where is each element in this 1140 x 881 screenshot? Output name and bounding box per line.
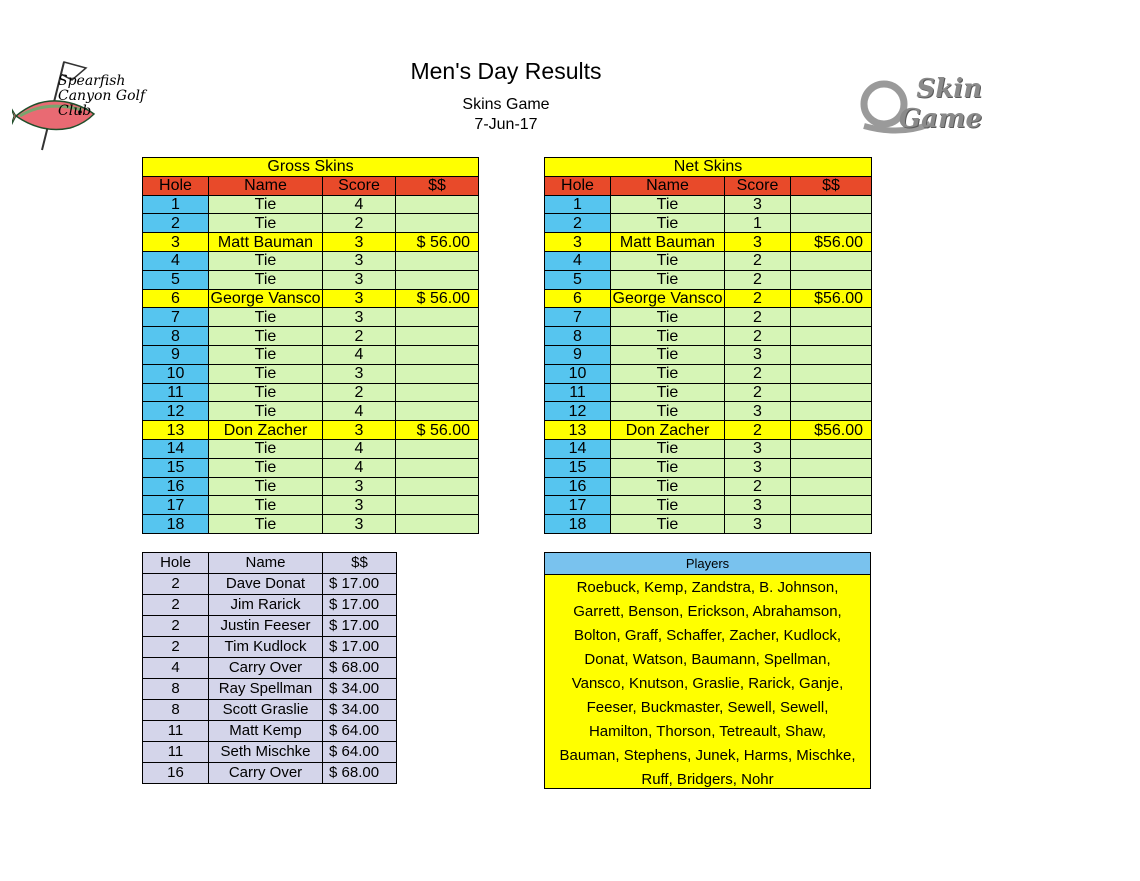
col-money: $$ — [396, 176, 479, 195]
table-row — [545, 364, 872, 383]
hole-cell: 8 — [143, 679, 209, 700]
money-cell — [791, 345, 872, 364]
money-cell — [791, 383, 872, 402]
score-cell: 4 — [323, 345, 396, 364]
hole-cell: 2 — [143, 637, 209, 658]
hole-cell: 6 — [143, 289, 209, 308]
money-cell: $ 56.00 — [396, 233, 479, 252]
hole-cell: 14 — [143, 439, 209, 458]
money-cell — [396, 515, 479, 534]
score-cell: 3 — [725, 496, 791, 515]
money-cell: $ 17.00 — [323, 616, 397, 637]
table-row — [143, 595, 397, 616]
table-row — [143, 308, 479, 327]
table-row — [545, 402, 872, 421]
hole-cell: 11 — [545, 383, 611, 402]
table-row — [143, 700, 397, 721]
hole-cell: 3 — [143, 233, 209, 252]
table-row — [143, 270, 479, 289]
money-cell — [396, 402, 479, 421]
name-cell: Carry Over — [209, 763, 323, 784]
name-cell: Tie — [209, 496, 323, 515]
gross-skins-table — [142, 157, 479, 534]
players-list — [545, 575, 870, 792]
table-row — [143, 616, 397, 637]
money-cell — [396, 439, 479, 458]
score-cell: 3 — [323, 270, 396, 289]
hole-cell: 4 — [143, 658, 209, 679]
money-cell — [791, 270, 872, 289]
hole-cell: 2 — [143, 214, 209, 233]
money-cell — [791, 496, 872, 515]
hole-cell: 2 — [143, 574, 209, 595]
hole-cell: 1 — [143, 195, 209, 214]
name-cell: Tie — [611, 477, 725, 496]
players-line: Bolton, Graff, Schaffer, Zacher, Kudlock, — [573, 627, 842, 644]
score-cell: 2 — [323, 383, 396, 402]
hole-cell: 1 — [545, 195, 611, 214]
name-cell: Tie — [611, 327, 725, 346]
score-cell: 3 — [323, 364, 396, 383]
money-cell — [791, 515, 872, 534]
hole-cell: 11 — [143, 383, 209, 402]
name-cell: Matt Bauman — [611, 233, 725, 252]
score-cell: 2 — [725, 327, 791, 346]
table-row — [545, 289, 872, 308]
score-cell: 2 — [725, 289, 791, 308]
score-cell: 4 — [323, 458, 396, 477]
money-cell — [396, 214, 479, 233]
score-cell: 3 — [323, 289, 396, 308]
money-cell: $56.00 — [791, 233, 872, 252]
score-cell: 3 — [323, 421, 396, 440]
col-money: $$ — [791, 176, 872, 195]
money-cell: $ 56.00 — [396, 421, 479, 440]
table-row — [143, 496, 479, 515]
table-row — [143, 763, 397, 784]
players-line: Roebuck, Kemp, Zandstra, B. Johnson, — [576, 579, 839, 596]
name-cell: George Vansco — [612, 289, 723, 307]
name-cell: Tie — [611, 270, 725, 289]
score-cell: 4 — [323, 195, 396, 214]
name-cell: Tie — [209, 439, 323, 458]
score-cell: 2 — [725, 270, 791, 289]
name-cell: Scott Graslie — [209, 700, 323, 721]
hole-cell: 13 — [545, 421, 611, 440]
table-row — [545, 515, 872, 534]
hole-cell: 8 — [545, 327, 611, 346]
score-cell: 3 — [725, 233, 791, 252]
money-cell: $ 64.00 — [323, 742, 397, 763]
gross-skins-title: Gross Skins — [143, 158, 479, 177]
table-row — [545, 195, 872, 214]
table-row — [545, 270, 872, 289]
table-row — [143, 658, 397, 679]
score-cell: 3 — [725, 195, 791, 214]
score-cell: 1 — [725, 214, 791, 233]
payouts-table — [142, 552, 397, 784]
name-cell: Justin Feeser — [209, 616, 323, 637]
money-cell: $ 68.00 — [323, 658, 397, 679]
name-cell: Tie — [209, 345, 323, 364]
score-cell: 3 — [725, 345, 791, 364]
hole-cell: 10 — [545, 364, 611, 383]
money-cell: $56.00 — [791, 289, 872, 308]
table-row — [143, 364, 479, 383]
name-cell: Don Zacher — [611, 421, 725, 440]
hole-cell: 6 — [545, 289, 611, 308]
players-line: Bauman, Stephens, Junek, Harms, Mischke, — [559, 747, 856, 764]
hole-cell: 9 — [545, 345, 611, 364]
score-cell: 3 — [323, 477, 396, 496]
money-cell: $56.00 — [791, 421, 872, 440]
score-cell: 2 — [725, 421, 791, 440]
skin-game-logo-text: Skin Game — [898, 74, 982, 134]
money-cell — [396, 270, 479, 289]
hole-cell: 9 — [143, 345, 209, 364]
money-cell — [791, 458, 872, 477]
score-cell: 3 — [323, 308, 396, 327]
table-row — [545, 439, 872, 458]
money-cell — [396, 195, 479, 214]
money-cell — [791, 214, 872, 233]
money-cell: $ 17.00 — [323, 574, 397, 595]
name-cell: Tie — [209, 477, 323, 496]
net-skins-table — [544, 157, 872, 534]
money-cell: $ 56.00 — [396, 289, 479, 308]
col-name: Name — [209, 176, 323, 195]
hole-cell: 5 — [545, 270, 611, 289]
players-line: Hamilton, Thorson, Tetreault, Shaw, — [588, 723, 827, 740]
name-cell: Tie — [209, 364, 323, 383]
hole-cell: 10 — [143, 364, 209, 383]
hole-cell: 7 — [545, 308, 611, 327]
money-cell — [396, 383, 479, 402]
name-cell: Tie — [611, 402, 725, 421]
money-cell — [396, 477, 479, 496]
money-cell — [791, 195, 872, 214]
table-row — [143, 439, 479, 458]
name-cell: Tie — [209, 402, 323, 421]
name-cell: Jim Rarick — [209, 595, 323, 616]
table-row — [143, 289, 479, 308]
game-type: Skins Game — [462, 96, 550, 113]
hole-cell: 18 — [143, 515, 209, 534]
table-row — [545, 308, 872, 327]
name-cell: George Vansco — [210, 289, 321, 307]
name-cell: Tie — [611, 214, 725, 233]
score-cell: 3 — [725, 402, 791, 421]
hole-cell: 12 — [143, 402, 209, 421]
hole-cell: 7 — [143, 308, 209, 327]
name-cell: Tie — [209, 214, 323, 233]
hole-cell: 2 — [545, 214, 611, 233]
name-cell: Tie — [611, 251, 725, 270]
name-cell: Tie — [209, 458, 323, 477]
col-name: Name — [209, 553, 323, 574]
hole-cell: 16 — [143, 477, 209, 496]
hole-cell: 16 — [545, 477, 611, 496]
name-cell: Don Zacher — [209, 421, 323, 440]
players-line: Donat, Watson, Baumann, Spellman, — [584, 651, 831, 668]
score-cell: 3 — [725, 439, 791, 458]
money-cell — [396, 251, 479, 270]
score-cell: 3 — [725, 458, 791, 477]
money-cell — [791, 308, 872, 327]
table-row — [545, 421, 872, 440]
score-cell: 2 — [725, 383, 791, 402]
players-line: Garrett, Benson, Erickson, Abrahamson, — [573, 603, 842, 620]
hole-cell: 17 — [545, 496, 611, 515]
table-row — [143, 327, 479, 346]
table-row — [545, 383, 872, 402]
players-box — [544, 552, 871, 789]
money-cell — [396, 458, 479, 477]
name-cell: Tie — [209, 270, 323, 289]
table-row — [545, 345, 872, 364]
table-row — [545, 458, 872, 477]
col-hole: Hole — [143, 553, 209, 574]
name-cell: Tie — [209, 195, 323, 214]
score-cell: 2 — [725, 308, 791, 327]
money-cell — [791, 364, 872, 383]
score-cell: 2 — [725, 251, 791, 270]
name-cell: Dave Donat — [209, 574, 323, 595]
players-line: Vansco, Knutson, Graslie, Rarick, Ganje, — [571, 675, 844, 692]
table-row — [143, 477, 479, 496]
table-row — [545, 327, 872, 346]
table-row — [143, 214, 479, 233]
hole-cell: 11 — [143, 742, 209, 763]
name-cell: Tie — [611, 439, 725, 458]
name-cell: Tie — [209, 383, 323, 402]
hole-cell: 11 — [143, 721, 209, 742]
score-cell: 3 — [323, 251, 396, 270]
money-cell — [396, 345, 479, 364]
name-cell: Tie — [209, 515, 323, 534]
money-cell — [396, 496, 479, 515]
name-cell: Tie — [209, 308, 323, 327]
table-row — [143, 402, 479, 421]
name-cell: Ray Spellman — [209, 679, 323, 700]
score-cell: 2 — [323, 214, 396, 233]
name-cell: Tie — [611, 458, 725, 477]
money-cell: $ 17.00 — [323, 637, 397, 658]
hole-cell: 2 — [143, 595, 209, 616]
net-skins-title: Net Skins — [545, 158, 872, 177]
money-cell — [791, 402, 872, 421]
col-score: Score — [725, 176, 791, 195]
table-row — [143, 383, 479, 402]
table-row — [545, 214, 872, 233]
table-row — [143, 574, 397, 595]
hole-cell: 14 — [545, 439, 611, 458]
table-row — [545, 233, 872, 252]
col-money: $$ — [323, 553, 397, 574]
col-hole: Hole — [143, 176, 209, 195]
hole-cell: 4 — [545, 251, 611, 270]
hole-cell: 3 — [545, 233, 611, 252]
hole-cell: 15 — [545, 458, 611, 477]
table-row — [545, 496, 872, 515]
hole-cell: 13 — [143, 421, 209, 440]
score-cell: 3 — [323, 233, 396, 252]
name-cell: Tie — [611, 308, 725, 327]
score-cell: 2 — [725, 477, 791, 496]
money-cell — [396, 364, 479, 383]
hole-cell: 5 — [143, 270, 209, 289]
money-cell: $ 68.00 — [323, 763, 397, 784]
score-cell: 2 — [323, 327, 396, 346]
hole-cell: 18 — [545, 515, 611, 534]
game-date: 7-Jun-17 — [474, 116, 538, 133]
money-cell — [791, 327, 872, 346]
money-cell — [396, 327, 479, 346]
name-cell: Carry Over — [209, 658, 323, 679]
page-title: Men's Day Results — [410, 58, 602, 84]
hole-cell: 16 — [143, 763, 209, 784]
hole-cell: 8 — [143, 327, 209, 346]
name-cell: Tie — [611, 364, 725, 383]
score-cell: 4 — [323, 439, 396, 458]
score-cell: 3 — [725, 515, 791, 534]
table-row — [143, 637, 397, 658]
col-name: Name — [611, 176, 725, 195]
name-cell: Tim Kudlock — [209, 637, 323, 658]
table-row — [143, 195, 479, 214]
hole-cell: 4 — [143, 251, 209, 270]
table-row — [143, 721, 397, 742]
name-cell: Seth Mischke — [209, 742, 323, 763]
name-cell: Matt Kemp — [209, 721, 323, 742]
score-cell: 3 — [323, 496, 396, 515]
table-row — [143, 679, 397, 700]
money-cell: $ 34.00 — [323, 679, 397, 700]
money-cell — [791, 477, 872, 496]
name-cell: Matt Bauman — [209, 233, 323, 252]
table-row — [143, 251, 479, 270]
players-title: Players — [545, 553, 870, 575]
money-cell: $ 64.00 — [323, 721, 397, 742]
table-row — [143, 345, 479, 364]
name-cell: Tie — [611, 496, 725, 515]
money-cell — [396, 308, 479, 327]
name-cell: Tie — [611, 383, 725, 402]
name-cell: Tie — [209, 327, 323, 346]
hole-cell: 2 — [143, 616, 209, 637]
name-cell: Tie — [611, 195, 725, 214]
skin-game-logo — [860, 66, 982, 146]
name-cell: Tie — [611, 345, 725, 364]
money-cell: $ 34.00 — [323, 700, 397, 721]
table-row — [143, 233, 479, 252]
table-row — [545, 477, 872, 496]
score-cell: 4 — [323, 402, 396, 421]
hole-cell: 12 — [545, 402, 611, 421]
table-row — [143, 515, 479, 534]
club-logo-text: Spearfish Canyon Golf Club — [58, 73, 146, 119]
money-cell — [791, 439, 872, 458]
money-cell: $ 17.00 — [323, 595, 397, 616]
table-row — [143, 421, 479, 440]
name-cell: Tie — [611, 515, 725, 534]
col-hole: Hole — [545, 176, 611, 195]
col-score: Score — [323, 176, 396, 195]
score-cell: 2 — [725, 364, 791, 383]
score-cell: 3 — [323, 515, 396, 534]
name-cell: Tie — [209, 251, 323, 270]
table-row — [545, 251, 872, 270]
hole-cell: 17 — [143, 496, 209, 515]
hole-cell: 15 — [143, 458, 209, 477]
players-line: Ruff, Bridgers, Nohr — [641, 771, 774, 788]
table-row — [143, 458, 479, 477]
players-line: Feeser, Buckmaster, Sewell, Sewell, — [586, 699, 829, 716]
table-row — [143, 742, 397, 763]
hole-cell: 8 — [143, 700, 209, 721]
money-cell — [791, 251, 872, 270]
